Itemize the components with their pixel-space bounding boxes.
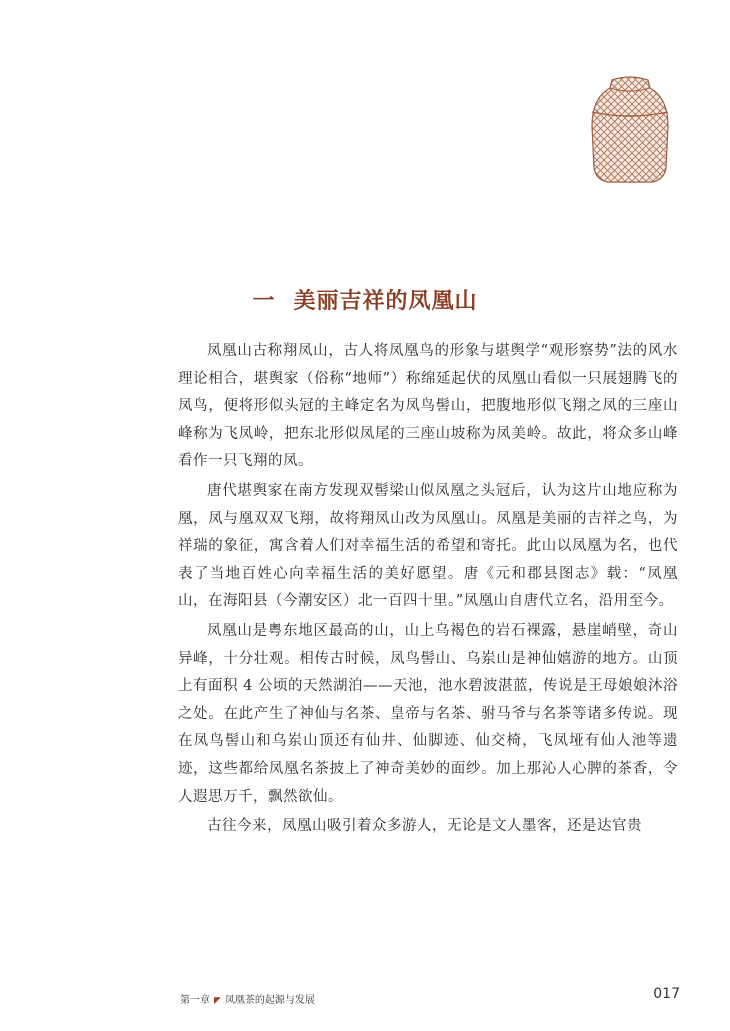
page-footer	[180, 986, 680, 1006]
chapter-label: 第一章	[180, 995, 210, 1006]
tea-basket-illustration	[590, 76, 670, 184]
paragraph-2: 唐代堪舆家在南方发现双髻梁山似凤凰之头冠后，认为这片山地应称为凰，凤与凰双双飞翔，故将翔凤山改为凤凰山。凤凰是美丽的吉祥之鸟，为祥瑞的象征，寓含着人们对幸福生活的希望和寄托。此山以凤凰为名，也代表了当地百姓心向幸福生活的美好愿望。唐《元和郡县图志》载：“凤凰山，在海阳县（今潮安区）北一百四十里。”凤凰山自唐代立名，沿用至今。	[178, 482, 678, 610]
section-number: 一	[252, 288, 276, 314]
body-text	[178, 338, 678, 841]
flag-icon: ◤	[214, 996, 221, 1006]
running-footer	[180, 991, 315, 1006]
paragraph-4: 古往今来，凤凰山吸引着众多游人，无论是文人墨客，还是达官贵	[207, 818, 642, 835]
paragraph-1: 凤凰山古称翔凤山，古人将凤凰鸟的形象与堪舆学“观形察势”法的风水理论相合，堪舆家（俗称“地师”）称绵延起伏的凤凰山看似一只展翅腾飞的凤鸟，便将形似头冠的主峰定名为凤鸟髻山，把腹地形似飞翔之凤的三座山峰称为飞凤岭，把东北形似凤尾的三座山坡称为凤美岭。故此，将众多山峰看作一只飞翔的凤。	[178, 343, 678, 470]
page-number: 017	[653, 986, 680, 1002]
section-title: 美丽吉祥的凤凰山	[293, 288, 478, 314]
chapter-title: 凤凰茶的起源与发展	[224, 995, 315, 1006]
paragraph-3: 凤凰山是粤东地区最高的山，山上乌褐色的岩石裸露，悬崖峭壁，奇山异峰，十分壮观。相传古时候，凤鸟髻山、乌岽山是神仙嬉游的地方。山顶上有面积 4 公顷的天然湖泊——天池，池水碧波湛蓝，传说是王母娘娘沐浴之处。在此产生了神仙与名茶、皇帝与名茶、驸马爷与名茶等诸多传说。现在凤鸟髻山和乌岽山顶还有仙井、仙脚迹、仙交椅，飞凤垭有仙人池等遗迹，这些都给凤凰名茶披上了神奇美妙的面纱。加上那沁人心脾的茶香，令人遐思万千，飘然欲仙。	[178, 622, 678, 805]
section-heading	[0, 284, 730, 315]
